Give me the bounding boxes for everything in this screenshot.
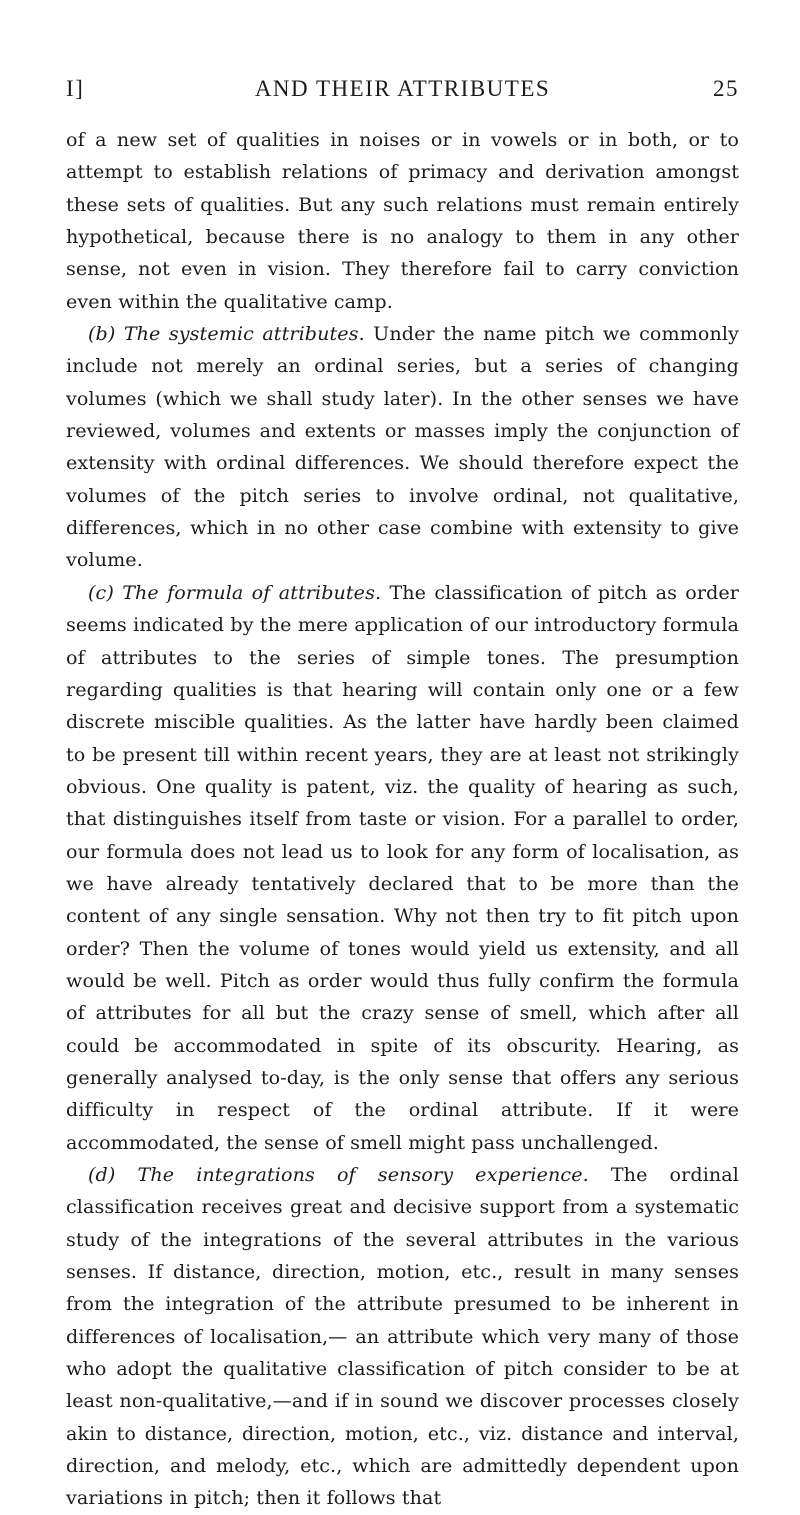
paragraph-b [66, 318, 739, 577]
paragraph-text: The classification of pitch as order seems indicated by the mere application of our introductory formula of attributes to the series of simple tones. The presumption regarding qualities is that hearing will contain only one or a few discrete miscible qualities. As the latter have hardly been claimed to be present till within recent years, they are at least not strikingly obvious. One quality is patent, viz. the quality of hearing as such, that distinguishes itself from taste or vision. For a parallel to order, our formula does not lead us to look for any form of localisation, as we have already tentatively declared that to be more than the content of any single sensation. Why not then try to fit pitch upon order? Then the volume of tones would yield us extensity, and all would be well. Pitch as order would thus fully confirm the formula of attributes for all but the crazy sense of smell, which after all could be accommodated in spite of its obscurity. Hearing, as generally analysed to-day, is the only sense that offers any serious difficulty in respect of the ordinal attribute. If it were accommodated, the sense of smell might pass unchallenged. [66, 580, 740, 1154]
body-text [66, 124, 739, 1515]
section-mark: (c) [88, 580, 114, 604]
paragraph-text: of a new set of qualities in noises or in vowels or in both, or to attempt to establish relations of primacy and derivation amongst these sets of qualities. But any such relations must remain entirely hypothetical, because there is no analogy to them in any other sense, not even in vision. They therefore fail to carry conviction even within the qualitative camp. [66, 128, 739, 313]
section-title: The formula of attributes. [122, 580, 382, 604]
paragraph-text: The ordinal classification receives great and decisive support from a systematic study of the integrations of the several attributes in the various senses. If distance, direction, motion, etc., result in many senses from the integration of the attribute presumed to be inherent in differences of localisation,— an attribute which very many of those who adopt the qualitative classification of pitch consider to be at least non-qualitative,—and if in sound we discover processes closely akin to distance, direction, motion, etc., viz. distance and interval, direction, and melody, etc., which are admittedly dependent upon variations in pitch; then it follows that [66, 1163, 739, 1510]
paragraph-d [66, 1159, 739, 1515]
section-title: The integrations of sensory experience. [137, 1163, 589, 1186]
running-title: AND THEIR ATTRIBUTES [254, 76, 551, 101]
book-page [66, 76, 739, 1515]
chapter-number: I] [66, 76, 85, 101]
paragraph-text: Under the name pitch we commonly include not merely an ordinal series, but a series of changing volumes (which we shall study later). In the other senses we have reviewed, volumes and extents or masses imply the conjunction of extensity with ordinal differences. We should therefore expect the volumes of the pitch series to involve ordinal, not qualitative, differences, which in no other case combine with extensity to give volume. [66, 322, 739, 572]
section-mark: (b) [88, 322, 116, 346]
section-mark: (d) [88, 1163, 116, 1186]
page-number: 25 [713, 76, 739, 101]
section-title: The systemic attributes. [123, 322, 365, 346]
paragraph-c [66, 577, 739, 1159]
paragraph-continuation [66, 124, 739, 318]
running-head [66, 76, 739, 110]
